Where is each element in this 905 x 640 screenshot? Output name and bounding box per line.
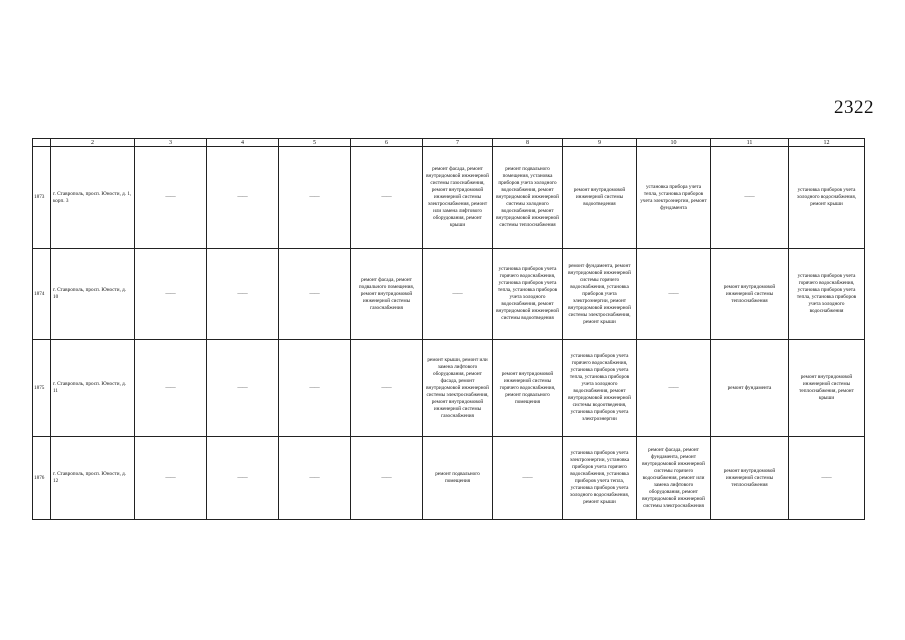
table-row xyxy=(33,249,865,340)
row-address: г. Ставрополь, просп. Юности, д. 11 xyxy=(51,340,135,437)
header-cell: 8 xyxy=(493,139,563,147)
row-number: 1876 xyxy=(33,437,51,520)
table-cell: ремонт фасада, ремонт фундамента, ремонт внутридомовой инженерной системы горячего водоснабжения, ремонт или замена лифтового оборудования, ремонт внутридомовой инженерной системы электроснабжения xyxy=(637,437,711,520)
row-address: г. Ставрополь, просп. Юности, д. 1, корп. 3 xyxy=(51,147,135,249)
header-cell: 7 xyxy=(423,139,493,147)
table-cell: ремонт внутридомовой инженерной системы водоотведения xyxy=(563,147,637,249)
table-cell: —— xyxy=(279,340,351,437)
table-cell: —— xyxy=(637,249,711,340)
table-cell: ремонт внутридомовой инженерной системы горячего водоснабжения, ремонт подвального помещения xyxy=(493,340,563,437)
header-cell: 2 xyxy=(51,139,135,147)
row-number: 1874 xyxy=(33,249,51,340)
table-cell: ремонт фасада, ремонт подвального помещения, ремонт внутридомовой инженерной системы газоснабжения xyxy=(351,249,423,340)
table-cell: —— xyxy=(351,437,423,520)
table-cell: —— xyxy=(351,340,423,437)
header-cell: 10 xyxy=(637,139,711,147)
table-cell: —— xyxy=(135,147,207,249)
table-cell: —— xyxy=(711,147,789,249)
table-row xyxy=(33,437,865,520)
table-cell: ремонт фундамента, ремонт внутридомовой инженерной системы горячего водоснабжения, установка приборов учета электроэнергии, ремонт внутридомовой инженерной системы электроснабжения, ремонт крыши xyxy=(563,249,637,340)
row-address: г. Ставрополь, просп. Юности, д. 10 xyxy=(51,249,135,340)
table-cell: —— xyxy=(207,340,279,437)
table-cell: —— xyxy=(135,340,207,437)
header-cell: 11 xyxy=(711,139,789,147)
header-cell: 4 xyxy=(207,139,279,147)
header-cell: 6 xyxy=(351,139,423,147)
table-cell: установка приборов учета электроэнергии, установка приборов учета горячего водоснабжения, установка приборов учета тепла, установка приборов учета холодного водоснабжения, ремонт крыши xyxy=(563,437,637,520)
page-number: 2322 xyxy=(834,97,874,118)
table-cell: —— xyxy=(637,340,711,437)
table-cell: —— xyxy=(279,147,351,249)
table-cell: —— xyxy=(279,249,351,340)
table-cell: ремонт внутридомовой инженерной системы теплоснабжения xyxy=(711,437,789,520)
table-cell: ремонт крыши, ремонт или замена лифтового оборудования, ремонт фасада, ремонт внутридомовой инженерной системы электроснабжения, ремонт внутридомовой инженерной системы газоснабжения xyxy=(423,340,493,437)
table-header-row xyxy=(33,139,865,147)
header-cell: 5 xyxy=(279,139,351,147)
table-cell: —— xyxy=(279,437,351,520)
table-cell: установка приборов учета холодного водоснабжения, ремонт крыши xyxy=(789,147,865,249)
table-row xyxy=(33,340,865,437)
row-address: г. Ставрополь, просп. Юности, д. 12 xyxy=(51,437,135,520)
table-cell: ремонт внутридомовой инженерной системы теплоснабжения xyxy=(711,249,789,340)
table-cell: ремонт фасада, ремонт внутридомовой инженерной системы газоснабжения, ремонт внутридомовой инженерной системы электроснабжения, ремонт или замена лифтового оборудования, ремонт крыши xyxy=(423,147,493,249)
table-cell: —— xyxy=(135,437,207,520)
table-cell: —— xyxy=(351,147,423,249)
table-cell: установка приборов учета горячего водоснабжения, установка приборов учета тепла, установка приборов учета холодного водоснабжения, ремонт внутридомовой инженерной системы водоотведения xyxy=(493,249,563,340)
row-number: 1873 xyxy=(33,147,51,249)
table-cell: —— xyxy=(789,437,865,520)
header-cell: 9 xyxy=(563,139,637,147)
table-cell: —— xyxy=(493,437,563,520)
table-row xyxy=(33,147,865,249)
table-cell: —— xyxy=(207,249,279,340)
table-cell: установка приборов учета горячего водоснабжения, установка приборов учета тепла, установка приборов учета холодного водоснабжения xyxy=(789,249,865,340)
table-cell: ремонт подвального помещения, установка приборов учета холодного водоснабжения, ремонт внутридомовой инженерной системы холодного водоснабжения, ремонт внутридомовой инженерной системы теплоснабжения xyxy=(493,147,563,249)
header-cell: 3 xyxy=(135,139,207,147)
row-number: 1875 xyxy=(33,340,51,437)
table-cell: ремонт фундамента xyxy=(711,340,789,437)
table-cell: установка приборов учета горячего водоснабжения, установка приборов учета тепла, установка приборов учета холодного водоснабжения, ремонт внутридомовой инженерной системы водоотведения, установка приборов учета электроэнергии xyxy=(563,340,637,437)
repair-schedule-table xyxy=(32,138,865,520)
table-cell: ремонт внутридомовой инженерной системы теплоснабжения, ремонт крыши xyxy=(789,340,865,437)
table-cell: ремонт подвального помещения xyxy=(423,437,493,520)
table-cell: —— xyxy=(135,249,207,340)
table-cell: —— xyxy=(423,249,493,340)
table-cell: установка прибора учета тепла, установка приборов учета электроэнергии, ремонт фундамента xyxy=(637,147,711,249)
table-cell: —— xyxy=(207,437,279,520)
table-cell: —— xyxy=(207,147,279,249)
header-cell xyxy=(33,139,51,147)
header-cell: 12 xyxy=(789,139,865,147)
